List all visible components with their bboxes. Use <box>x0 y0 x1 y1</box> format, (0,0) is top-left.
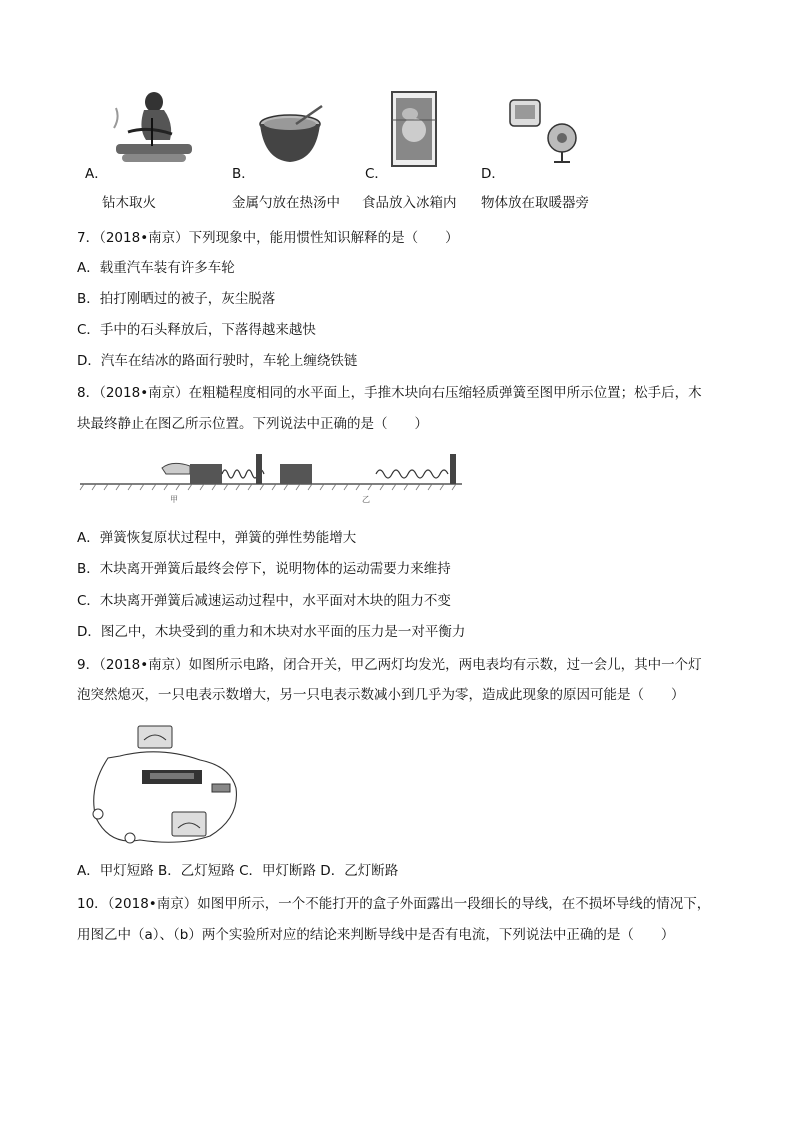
q6-option-b-caption: 金属勺放在热汤中 <box>232 195 340 211</box>
q8-option-a[interactable]: A．弹簧恢复原状过程中，弹簧的弹性势能增大 <box>77 530 357 546</box>
q9-options[interactable]: A．甲灯短路 B．乙灯短路 C．甲灯断路 D．乙灯断路 <box>77 863 399 879</box>
figure-label-yi: 乙 <box>362 495 370 504</box>
q8-option-b[interactable]: B．木块离开弹簧后最终会停下，说明物体的运动需要力来维持 <box>77 561 451 577</box>
q6-option-c-letter[interactable]: C． <box>365 166 388 182</box>
object-by-heater-picture <box>508 96 580 168</box>
q6-option-a-caption: 钻木取火 <box>102 195 156 211</box>
circuit-figure <box>80 718 250 850</box>
q6-option-d-caption: 物体放在取暖器旁 <box>481 195 589 211</box>
q8-option-c[interactable]: C．木块离开弹簧后减速运动过程中，水平面对木块的阻力不变 <box>77 593 451 609</box>
food-in-fridge-picture <box>390 90 440 168</box>
q10-stem-line2: 用图乙中（a）、（b）两个实验所对应的结论来判断导线中是否有电流，下列说法中正确的是（ ） <box>77 927 675 943</box>
q7-option-c[interactable]: C．手中的石头释放后，下落得越来越快 <box>77 322 316 338</box>
q6-option-a-letter[interactable]: A． <box>85 166 108 182</box>
q7-option-d[interactable]: D．汽车在结冰的路面行驶时，车轮上缠绕铁链 <box>77 353 358 369</box>
spring-block-figure <box>80 450 465 512</box>
q6-option-d-letter[interactable]: D． <box>481 166 505 182</box>
q7-option-a[interactable]: A．载重汽车装有许多车轮 <box>77 260 235 276</box>
q7-option-b[interactable]: B．拍打刚晒过的被子，灰尘脱落 <box>77 291 276 307</box>
q8-stem-line1: 8．（2018•南京）在粗糙程度相同的水平面上，手推木块向右压缩轻质弹簧至图甲所示位置；松手后，木 <box>77 385 702 401</box>
q8-option-d[interactable]: D．图乙中，木块受到的重力和木块对水平面的压力是一对平衡力 <box>77 624 466 640</box>
q9-stem-line1: 9．（2018•南京）如图所示电路，闭合开关，甲乙两灯均发光，两电表均有示数，过一会儿，其中一个灯 <box>77 657 702 673</box>
q8-stem-line2: 块最终静止在图乙所示位置。下列说法中正确的是（ ） <box>77 416 428 432</box>
q10-stem-line1: 10．（2018•南京）如图甲所示，一个不能打开的盒子外面露出一段细长的导线，在不损坏导线的情况下， <box>77 896 711 912</box>
q6-option-c-caption: 食品放入冰箱内 <box>362 195 457 211</box>
drilling-wood-fire-picture <box>108 88 196 168</box>
q9-stem-line2: 泡突然熄灭，一只电表示数增大，另一只电表示数减小到几乎为零，造成此现象的原因可能是（ ） <box>77 687 685 703</box>
q6-option-b-letter[interactable]: B． <box>232 166 255 182</box>
figure-label-jia: 甲 <box>170 495 178 504</box>
q7-stem: 7．（2018•南京）下列现象中，能用惯性知识解释的是（ ） <box>77 230 459 246</box>
spoon-in-hot-soup-picture <box>256 104 328 168</box>
